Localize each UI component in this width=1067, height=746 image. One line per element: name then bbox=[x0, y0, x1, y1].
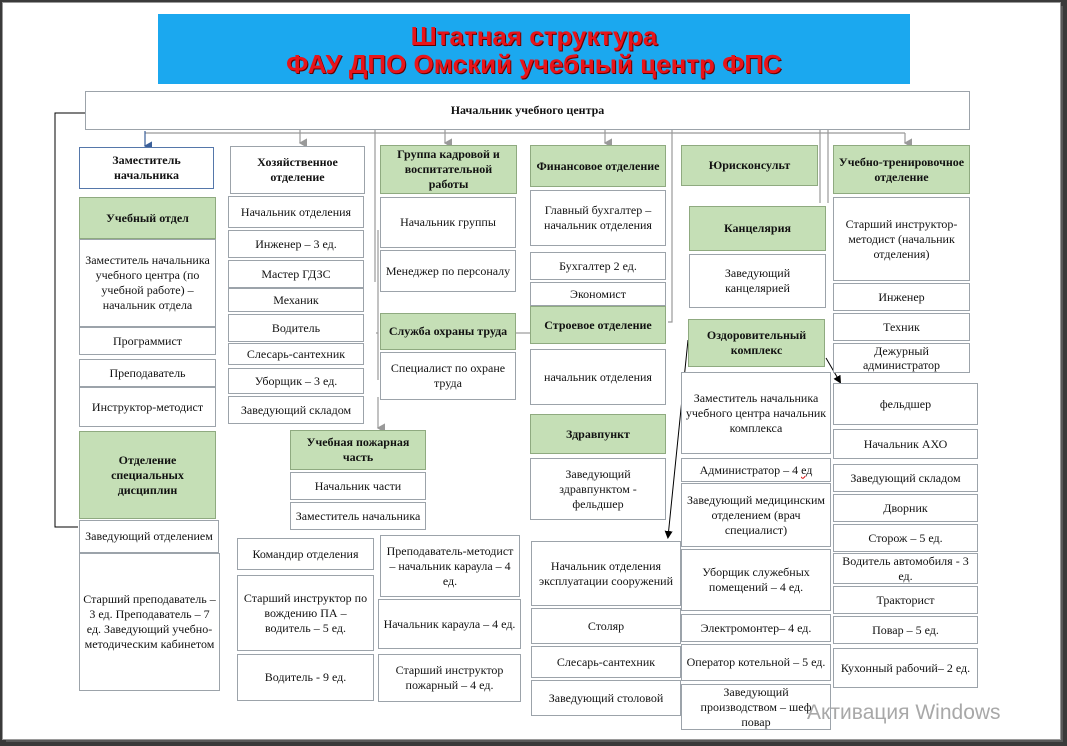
economist: Экономист bbox=[530, 282, 666, 306]
study-department: Учебный отдел bbox=[79, 197, 216, 239]
administrator bbox=[681, 458, 831, 482]
title-line-1: Штатная структура bbox=[410, 21, 658, 51]
title-line-2: ФАУ ДПО Омский учебный центр ФПС bbox=[286, 49, 782, 79]
cook: Повар – 5 ед. bbox=[833, 616, 978, 644]
hr-group: Группа кадровой и воспитательной работы bbox=[380, 145, 517, 194]
carpenter: Столяр bbox=[531, 608, 681, 644]
teacher: Преподаватель bbox=[79, 359, 216, 387]
administrator-label: Администратор – 4 bbox=[699, 462, 802, 477]
household-item-2: Мастер ГДЗС bbox=[228, 260, 364, 288]
training-engineer: Инженер bbox=[833, 283, 970, 311]
activation-watermark: Активация Windows bbox=[807, 701, 1001, 724]
cleaner: Уборщик служебных помещений – 4 ед. bbox=[681, 549, 831, 611]
safety-specialist: Специалист по охране труда bbox=[380, 352, 516, 400]
special-disciplines-dept: Отделение специальных дисциплин bbox=[79, 431, 216, 519]
health-complex-deputy: Заместитель начальника учебного центра начальник комплекса bbox=[681, 372, 831, 454]
duty-administrator-label: Дежурный bbox=[874, 344, 929, 358]
safety-service: Служба охраны труда bbox=[380, 313, 516, 350]
chef: Заведующий производством – шеф повар bbox=[681, 684, 831, 730]
fire-unit-head: Начальник части bbox=[290, 472, 426, 500]
car-driver: Водитель автомобиля - 3 ед. bbox=[833, 553, 978, 584]
guard-head: Начальник караула – 4 ед. bbox=[378, 599, 521, 649]
medical-dept-head: Заведующий медицинским отделением (врач специалист) bbox=[681, 483, 831, 547]
tractor-driver: Тракторист bbox=[833, 586, 978, 614]
construction-dept: Строевое отделение bbox=[530, 306, 666, 344]
teacher-methodist-guard: Преподаватель-методист – начальник караула – 4 ед. bbox=[380, 535, 520, 597]
health-post-head: Заведующий здравпунктом - фельдшер bbox=[530, 458, 666, 520]
household-item-6: Уборщик – 3 ед. bbox=[228, 368, 364, 394]
fire-driver: Водитель - 9 ед. bbox=[237, 654, 374, 701]
senior-driving-instructor: Старший инструктор по вождению ПА – водитель – 5 ед. bbox=[237, 575, 374, 651]
household-item-0: Начальник отделения bbox=[228, 196, 364, 228]
senior-fire-instructor: Старший инструктор пожарный – 4 ед. bbox=[378, 654, 521, 702]
kitchen-worker: Кухонный рабочий– 2 ед. bbox=[833, 648, 978, 688]
canteen-head: Заведующий столовой bbox=[531, 680, 681, 716]
household-item-1: Инженер – 3 ед. bbox=[228, 230, 364, 258]
household-item-5: Слесарь-сантехник bbox=[228, 343, 364, 365]
head-of-center: Начальник учебного центра bbox=[85, 91, 970, 130]
deputy-head: Заместитель начальника bbox=[79, 147, 214, 189]
instructor-methodist: Инструктор-методист bbox=[79, 387, 216, 427]
household-item-4: Водитель bbox=[228, 314, 364, 342]
administrator-unit: ед bbox=[801, 462, 813, 477]
hr-manager: Менеджер по персоналу bbox=[380, 250, 516, 292]
health-complex: Оздоровительный комплекс bbox=[688, 319, 825, 367]
household-item-3: Механик bbox=[228, 288, 364, 312]
technician: Техник bbox=[833, 313, 970, 341]
duty-administrator bbox=[833, 343, 970, 373]
health-post: Здравпункт bbox=[530, 414, 666, 454]
duty-administrator-suffix: администратор bbox=[862, 358, 941, 372]
legal-advisor: Юрисконсульт bbox=[681, 145, 818, 186]
senior-teacher-list: Старший преподаватель – 3 ед. Преподаватель – 7 ед. Заведующий учебно-методическим кабинетом bbox=[79, 553, 220, 691]
plumber: Слесарь-сантехник bbox=[531, 646, 681, 678]
aho-head: Начальник АХО bbox=[833, 429, 978, 459]
fire-unit: Учебная пожарная часть bbox=[290, 430, 426, 470]
hr-group-head: Начальник группы bbox=[380, 197, 516, 248]
training-dept: Учебно-тренировочное отделение bbox=[833, 145, 970, 194]
household-dept: Хозяйственное отделение bbox=[230, 146, 365, 194]
watchman: Сторож – 5 ед. bbox=[833, 524, 978, 552]
senior-instructor-methodist: Старший инструктор-методист (начальник отделения) bbox=[833, 197, 970, 281]
paramedic: фельдшер bbox=[833, 383, 978, 425]
janitor: Дворник bbox=[833, 494, 978, 522]
chief-accountant: Главный бухгалтер – начальник отделения bbox=[530, 190, 666, 246]
maintenance-head: Начальник отделения эксплуатации сооружений bbox=[531, 541, 681, 606]
warehouse-head: Заведующий складом bbox=[833, 464, 978, 492]
office-head: Заведующий канцелярией bbox=[689, 254, 826, 308]
office: Канцелярия bbox=[689, 206, 826, 251]
finance-dept: Финансовое отделение bbox=[530, 145, 666, 187]
squad-commander: Командир отделения bbox=[237, 538, 374, 570]
deputy-study-head: Заместитель начальника учебного центра (по учебной работе) – начальник отдела bbox=[79, 239, 216, 327]
programmer: Программист bbox=[79, 327, 216, 355]
boiler-operator: Оператор котельной – 5 ед. bbox=[681, 644, 831, 681]
accountant: Бухгалтер 2 ед. bbox=[530, 252, 666, 280]
construction-head: начальник отделения bbox=[530, 349, 666, 405]
household-item-7: Заведующий складом bbox=[228, 396, 364, 424]
electrician: Электромонтер– 4 ед. bbox=[681, 614, 831, 642]
dept-head: Заведующий отделением bbox=[79, 520, 219, 553]
fire-unit-deputy: Заместитель начальника bbox=[290, 502, 426, 530]
